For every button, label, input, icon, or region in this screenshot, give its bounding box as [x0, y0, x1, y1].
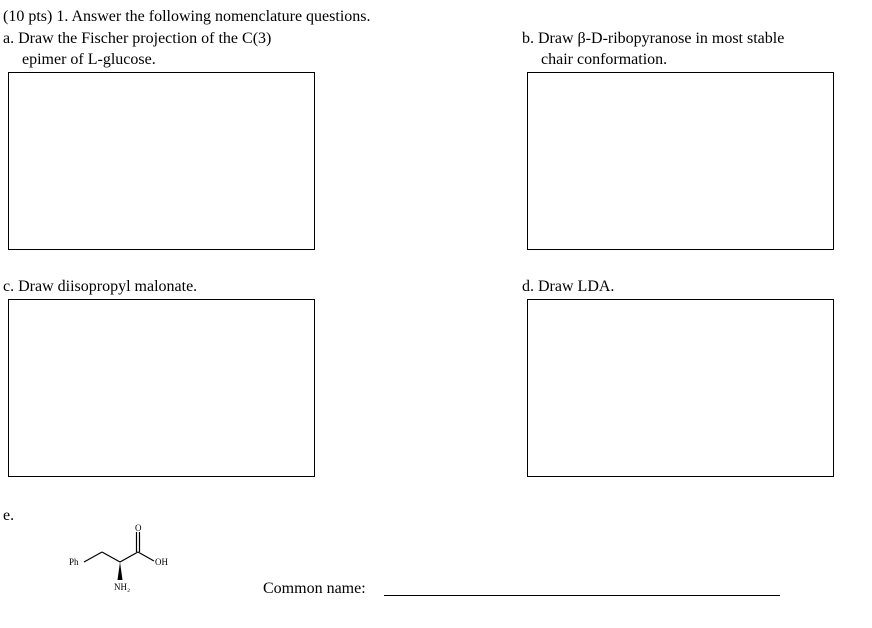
common-name-blank[interactable] — [384, 595, 780, 596]
answer-box-a[interactable] — [8, 72, 315, 250]
question-a-line2 — [22, 49, 156, 70]
answer-box-c[interactable] — [8, 299, 315, 477]
question-e-label: e. — [3, 507, 15, 524]
carbonyl-oxygen-label: O — [135, 523, 142, 533]
bond-carbonyl-oh — [138, 552, 154, 561]
question-c-line1: c. Draw diisopropyl malonate. — [3, 278, 198, 295]
question-b-line1-post: -ribopyranose in most stable — [602, 30, 785, 47]
question-a-line2-sc: L — [87, 51, 98, 68]
wedge-bond-nh2 — [118, 562, 123, 580]
ph-label: Ph — [69, 557, 79, 567]
question-b-line2: chair conformation. — [541, 51, 668, 68]
answer-box-d[interactable] — [527, 299, 834, 477]
bond-calpha-carbonyl — [120, 552, 138, 562]
answer-box-b[interactable] — [527, 72, 834, 250]
question-d-line1: d. Draw LDA. — [522, 278, 615, 295]
bond-ph-ch2 — [84, 552, 102, 562]
question-a-line2-post: -glucose. — [97, 51, 156, 68]
question-b-line1 — [522, 28, 784, 49]
bond-ch2-calpha — [102, 552, 120, 562]
question-b-line1-sc: D — [591, 30, 603, 47]
question-a-line1: a. Draw the Fischer projection of the C(3) — [3, 30, 272, 47]
nh2-label: NH₂ — [114, 582, 131, 592]
question-b-line1-pre: b. Draw β- — [522, 30, 592, 47]
oh-label: OH — [155, 557, 168, 567]
question-header: (10 pts) 1. Answer the following nomenclature questions. — [3, 8, 371, 25]
phenylalanine-structure — [60, 518, 190, 598]
question-a-line2-pre: epimer of — [22, 51, 88, 68]
common-name-label: Common name: — [263, 580, 366, 597]
